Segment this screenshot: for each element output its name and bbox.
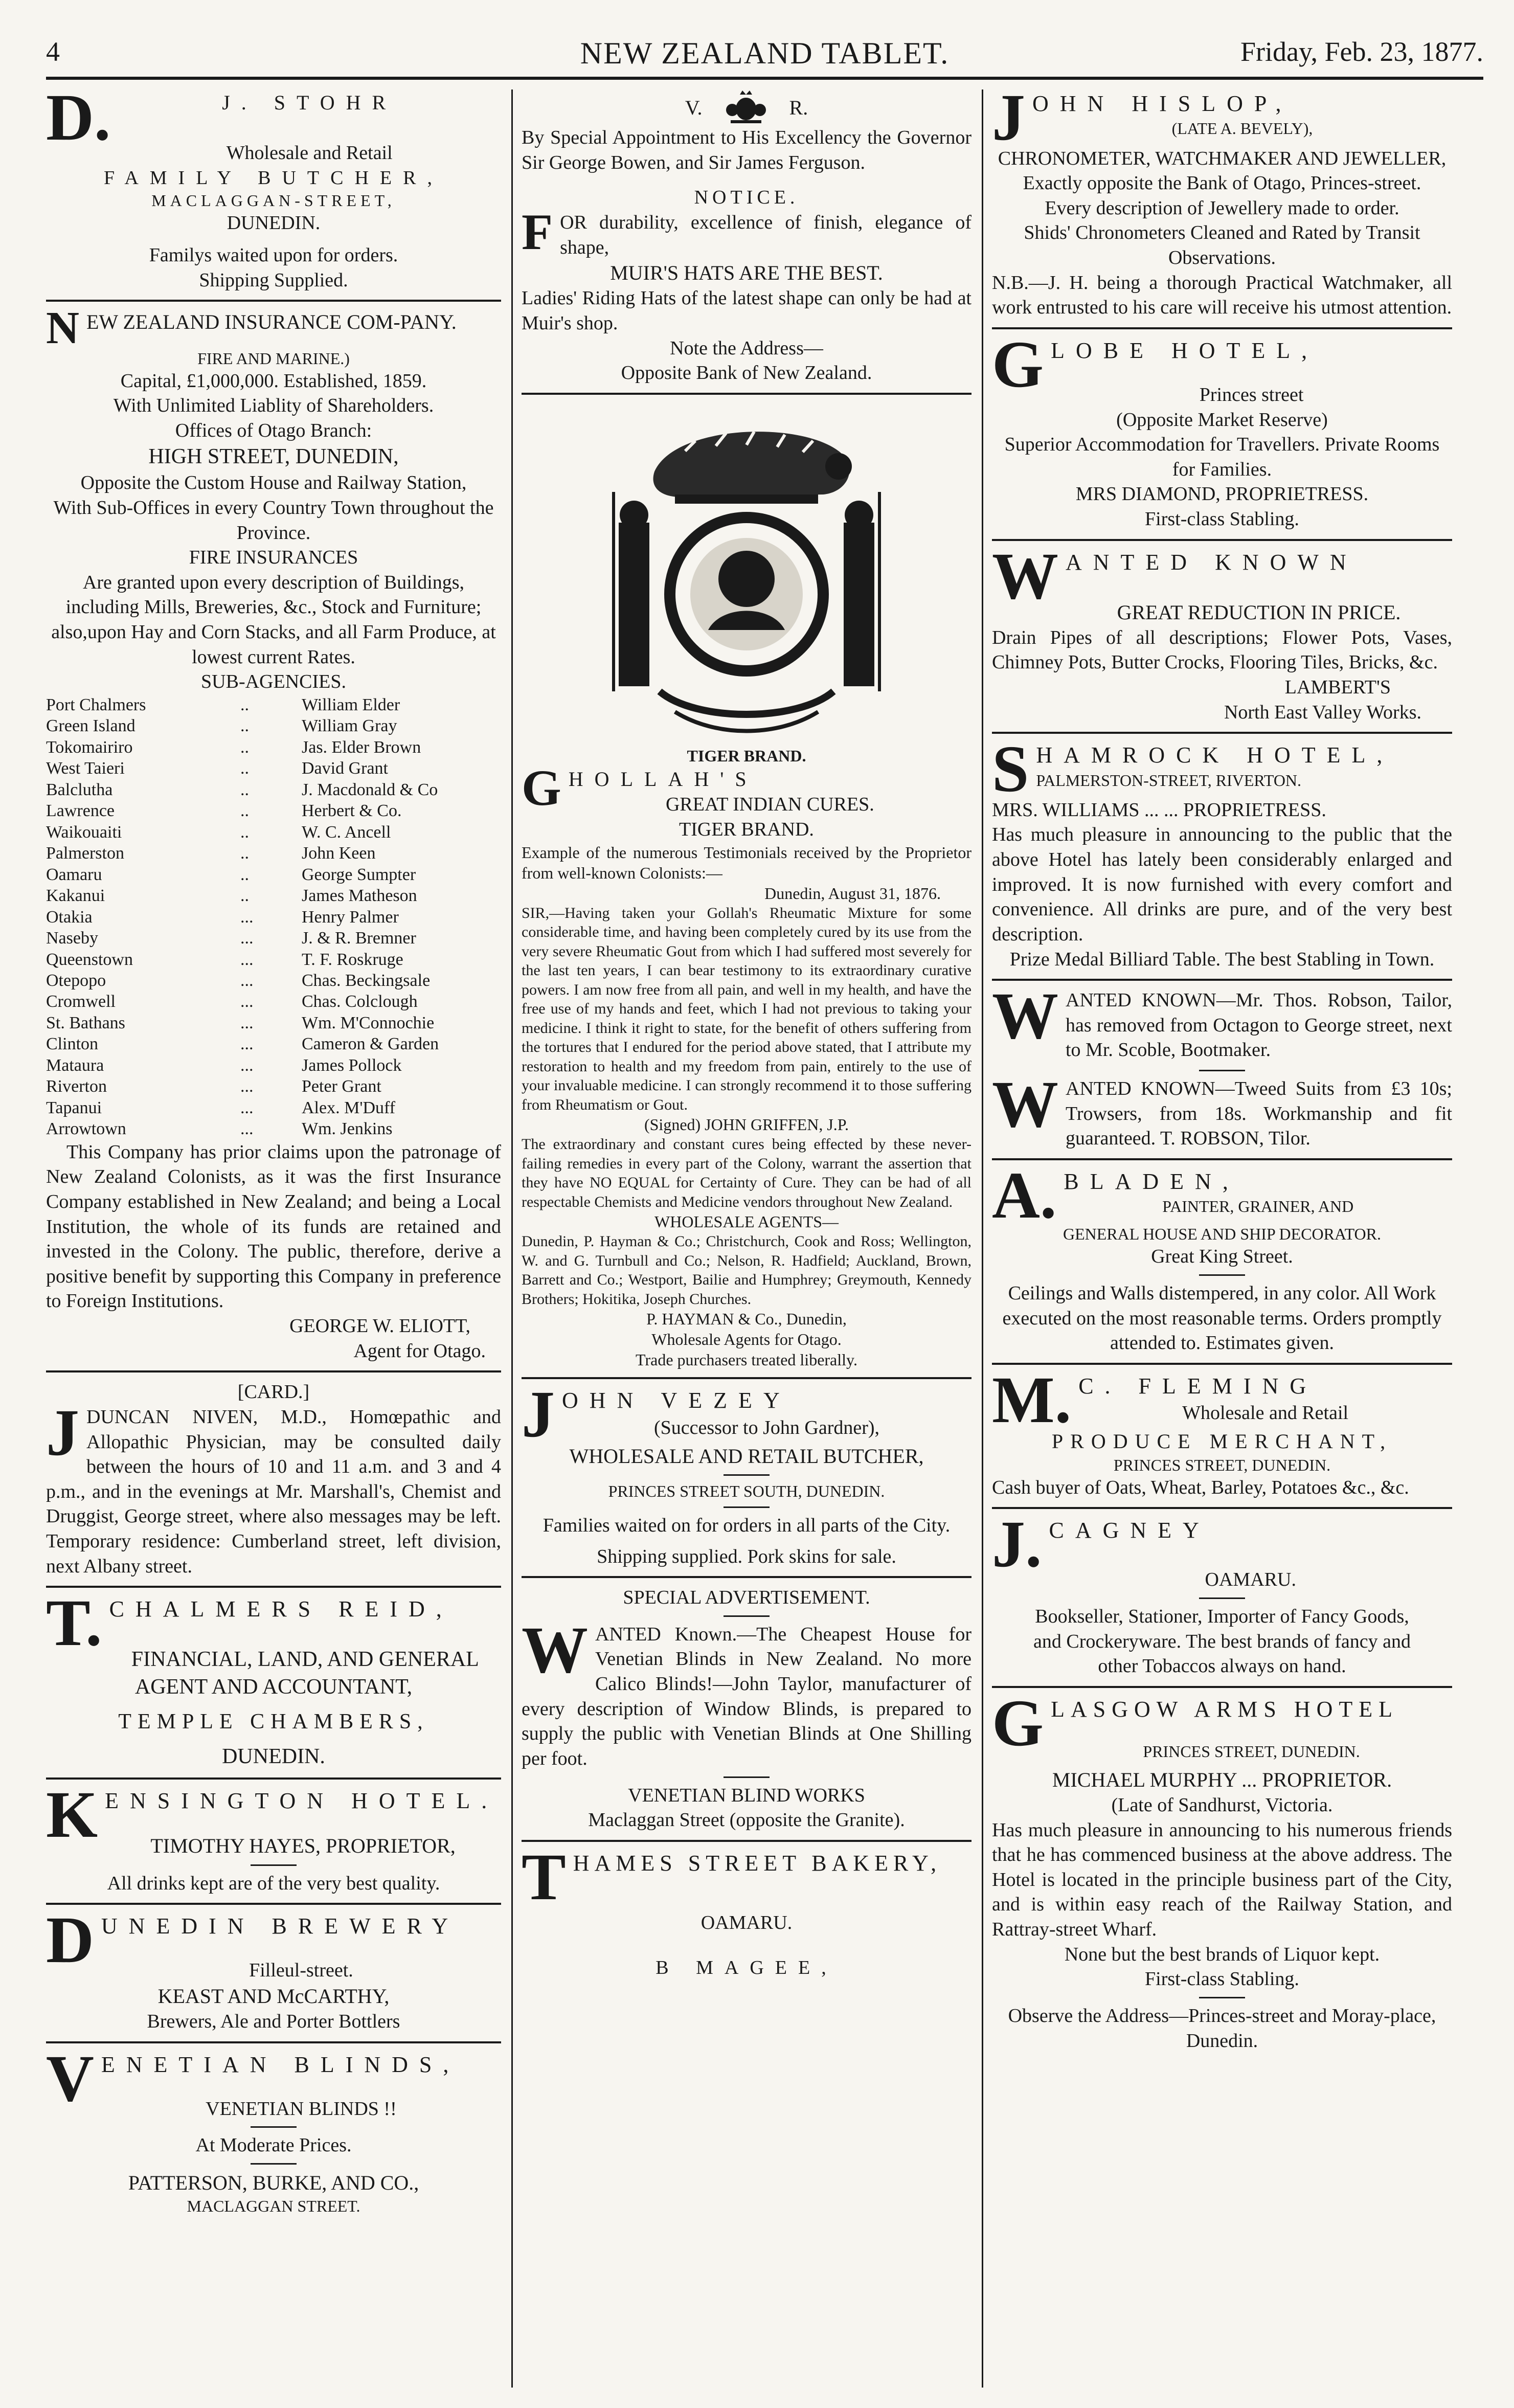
- ad-line: PRINCES STREET SOUTH, DUNEDIN.: [608, 1481, 885, 1500]
- ad-line: LAMBERT'S: [1284, 677, 1391, 699]
- ad-nz-insurance: [46, 303, 501, 1363]
- ad-text: ANTED KNOWN—Mr. Thos. Robson, Tailor, has removed from Octagon to George street, next to Mr. Scoble, Bootmaker.: [1066, 989, 1452, 1061]
- agency-dots: ..: [240, 716, 249, 736]
- ad-line: TEMPLE CHAMBERS,: [118, 1709, 429, 1734]
- agency-agent: George Sumpter: [302, 865, 416, 884]
- agency-dots: ...: [240, 971, 254, 990]
- divider: [46, 2041, 501, 2043]
- royal-crest-icon: [723, 89, 769, 125]
- ad-line: (Successor to John Gardner),: [653, 1416, 880, 1438]
- agency-agent: David Grant: [302, 759, 389, 778]
- ad-line: PRODUCE MERCHANT,: [1051, 1430, 1393, 1453]
- ad-muir-hats: [522, 89, 971, 386]
- ad-line: SUB-AGENCIES.: [201, 671, 346, 693]
- ad-line: PATTERSON, BURKE, AND CO.,: [128, 2171, 419, 2194]
- ad-line: NOTICE.: [694, 187, 799, 209]
- divider: [724, 1776, 770, 1778]
- ad-line: FIRE INSURANCES: [189, 547, 358, 569]
- agency-agent: James Matheson: [302, 886, 417, 906]
- ad-name: HAMES STREET BAKERY,: [573, 1850, 942, 1876]
- tiger-brand-illustration: [583, 405, 910, 742]
- ad-venetian-blinds: [46, 2041, 501, 2216]
- ad-shamrock-hotel: [992, 732, 1452, 972]
- drop-cap: K: [46, 1778, 98, 1852]
- agency-row: [46, 1118, 501, 1139]
- agency-place: Otakia: [46, 907, 93, 927]
- ad-line: GREAT REDUCTION IN PRICE.: [1117, 600, 1401, 624]
- agency-row: [46, 715, 501, 736]
- ad-text: The extraordinary and constant cures being effected by these never-failing remedies in every part of the Colony, warrant the assertion that they have NO EQUAL for Certainty of Cure. They can be had of all respectable Chemists and Medicine vendors throughout New Zealand.: [522, 1136, 971, 1210]
- divider: [522, 1377, 971, 1379]
- ad-text: ANTED Known.—The Cheapest House for Venetian Blinds in New Zealand. No more Calico Blinds!—John Taylor, manufacturer of every description of Window Blinds, is prepared to supply the public with Venetian Blinds at One Shilling per foot.: [522, 1623, 971, 1769]
- ad-line: Trade purchasers treated liberally.: [636, 1351, 857, 1369]
- agency-dots: ..: [240, 865, 249, 884]
- agency-row: [46, 1012, 501, 1033]
- divider: [1199, 1597, 1245, 1599]
- divider: [522, 1576, 971, 1578]
- ad-line: Shipping supplied. Pork skins for sale.: [597, 1545, 896, 1567]
- ad-line: GENERAL HOUSE AND SHIP DECORATOR.: [1063, 1225, 1381, 1244]
- divider: [992, 732, 1452, 734]
- ad-lambert: [992, 539, 1452, 725]
- agency-dots: ...: [240, 907, 254, 927]
- drop-cap: G: [992, 327, 1044, 401]
- divider: [992, 1686, 1452, 1688]
- agency-agent: Chas. Colclough: [302, 992, 418, 1011]
- ad-name: C. FLEMING: [1078, 1373, 1318, 1399]
- ad-line: By Special Appointment to His Excellency the Governor Sir George Bowen, and Sir James Ferguson.: [522, 127, 971, 173]
- drop-cap: G: [992, 1686, 1044, 1760]
- ad-text: SIR,—Having taken your Gollah's Rheumatic Mixture for some considerable time, and having been completely cured by its use from the very severe Rheumatic Gout from which I had suffered most severely for the last ten years, I can bear testimony to its extraordinary curative powers. I am now free from all pain, and well in my health, and have the free use of my hands and feet, which I had not previous to taking your medicine. I think it right to state, for the benefit of others suffering from the tortures that I endured for the period above stated, that I attribute my restoration to health and my freedom from pain, entirely to the use of your invaluable medicine. I can strongly recommend it to those suffering from Rheumatism or Gout.: [522, 904, 971, 1113]
- ad-robson-removal: [992, 979, 1452, 1063]
- ad-line: Great King Street.: [1151, 1246, 1293, 1268]
- ad-line: MACLAGGAN-STREET,: [151, 191, 396, 210]
- divider: [992, 1507, 1452, 1509]
- sub-agencies-list: [46, 694, 501, 1140]
- ad-line: MACLAGGAN STREET.: [187, 2197, 360, 2216]
- drop-cap: W: [522, 1613, 588, 1687]
- column-3: [992, 89, 1452, 2388]
- ad-line: FINANCIAL, LAND, AND GENERAL: [131, 1648, 479, 1672]
- ad-niven: [46, 1380, 501, 1579]
- ad-line: All drinks kept are of the very best quality.: [107, 1872, 440, 1894]
- agency-agent: Herbert & Co.: [302, 801, 402, 821]
- ad-line: Familys waited upon for orders.: [149, 244, 398, 266]
- ad-line: Example of the numerous Testimonials received by the Proprietor from well-known Colonists:—: [522, 843, 971, 882]
- ad-name: UNEDIN BREWERY: [101, 1914, 460, 1939]
- ad-name: J. STOHR: [222, 91, 397, 114]
- ad-line: First-class Stabling.: [1145, 1968, 1299, 1990]
- ad-line: GREAT INDIAN CURES.: [665, 794, 874, 816]
- agency-agent: John Keen: [302, 844, 376, 863]
- ad-text: DUNCAN NIVEN, M.D., Homœpathic and Allopathic Physician, may be consulted daily between the hours of 10 and 11 a.m. and 3 and 4 p.m., and in the evenings at Mr. Marshall's, Chemist and Druggist, George street, where also messages may be left. Temporary residence: Cumberland street, left division, next Albany street.: [46, 1406, 501, 1577]
- ad-line: Observe the Address—Princes-street and Moray-place, Dunedin.: [1008, 2005, 1436, 2052]
- ad-bladen: [992, 1158, 1452, 1356]
- ad-line: None but the best brands of Liquor kept.: [1064, 1943, 1380, 1965]
- agency-agent: J. Macdonald & Co: [302, 780, 438, 799]
- ad-line: Maclaggan Street (opposite the Granite).: [588, 1809, 905, 1831]
- ad-globe-hotel: [992, 327, 1452, 532]
- drop-cap: V: [46, 2041, 94, 2116]
- agency-place: Naseby: [46, 929, 98, 948]
- divider: [522, 1840, 971, 1842]
- ad-line: TIGER BRAND.: [687, 746, 806, 765]
- ad-line: DUNEDIN.: [222, 1744, 325, 1768]
- divider: [724, 1615, 770, 1617]
- ad-line: First-class Stabling.: [1145, 508, 1299, 530]
- ad-line: CHRONOMETER, WATCHMAKER AND JEWELLER,: [998, 147, 1447, 169]
- divider: [251, 2163, 297, 2165]
- agency-agent: Jas. Elder Brown: [302, 737, 421, 757]
- ad-line: GEORGE W. ELIOTT,: [289, 1315, 470, 1337]
- divider: [724, 1474, 770, 1476]
- agency-agent: William Gray: [302, 716, 397, 736]
- ad-line: P. HAYMAN & Co., Dunedin,: [646, 1310, 847, 1329]
- agency-place: Queenstown: [46, 950, 133, 969]
- agency-row: [46, 1055, 501, 1076]
- ad-line: Wholesale and Retail: [226, 142, 393, 164]
- divider: [46, 1777, 501, 1780]
- column-divider: [511, 89, 513, 2388]
- crest-v: V.: [685, 96, 703, 119]
- drop-cap: M.: [992, 1363, 1072, 1437]
- page-number: 4: [46, 36, 60, 67]
- ad-line: SPECIAL ADVERTISEMENT.: [623, 1587, 870, 1609]
- crest-r: R.: [789, 96, 808, 119]
- agency-row: [46, 970, 501, 991]
- ad-line: This Company has prior claims upon the patronage of New Zealand Colonists, as it was the first Insurance Company established in New Zealand; and being a Local Institution, the whole of its funds are retained and invested in the Colony. The public, therefore, derive a positive benefit by supporting this Company in preference to Foreign Institutions.: [46, 1141, 501, 1312]
- agency-place: Palmerston: [46, 844, 124, 863]
- drop-cap: W: [992, 1068, 1058, 1142]
- agency-place: Balclutha: [46, 780, 113, 799]
- agency-dots: ..: [240, 844, 249, 863]
- drop-cap: D: [46, 1903, 94, 1977]
- drop-cap: A.: [992, 1158, 1057, 1232]
- ad-kensington: [46, 1778, 501, 1896]
- divider: [522, 393, 971, 395]
- ad-line: MUIR'S HATS ARE THE BEST.: [610, 261, 883, 285]
- agency-place: St. Bathans: [46, 1013, 125, 1032]
- agency-row: [46, 1097, 501, 1118]
- divider: [1199, 1070, 1245, 1071]
- agency-dots: ...: [240, 992, 254, 1011]
- agency-row: [46, 694, 501, 715]
- ad-text: OR durability, excellence of finish, elegance of shape,: [560, 211, 971, 258]
- ad-special: [522, 1585, 971, 1833]
- agency-dots: ...: [240, 1098, 254, 1117]
- agency-row: [46, 800, 501, 821]
- ad-line: Capital, £1,000,000. Established, 1859.: [120, 370, 427, 392]
- agency-row: [46, 928, 501, 949]
- agency-dots: ...: [240, 1055, 254, 1075]
- agency-place: Otepopo: [46, 971, 106, 990]
- ad-line: (Signed) JOHN GRIFFEN, J.P.: [644, 1115, 849, 1134]
- ad-text: Dunedin, P. Hayman & Co.; Christchurch, Cook and Ross; Wellington, W. and G. Turnbull and Co.; Nelson, R. Hadfield; Auckland, Brown, Barrett and Co.; Westport, Bailie and Humphrey; Greymouth, Kennedy Brothers; Hokitika, Joseph Churches.: [522, 1233, 971, 1308]
- agency-dots: ..: [240, 801, 249, 821]
- ad-line: Note the Address—: [670, 337, 823, 359]
- agency-agent: Wm. M'Connochie: [302, 1013, 435, 1032]
- agency-place: Waikouaiti: [46, 822, 122, 842]
- drop-cap: T: [522, 1840, 566, 1914]
- ad-line: Drain Pipes of all descriptions; Flower Pots, Vases, Chimney Pots, Butter Crocks, Flooring Tiles, Bricks, &c.: [992, 626, 1452, 673]
- ad-line: VENETIAN BLIND WORKS: [628, 1784, 865, 1806]
- divider: [992, 327, 1452, 329]
- drop-cap: G: [522, 759, 561, 816]
- divider: [992, 979, 1452, 981]
- ad-line: (Late of Sandhurst, Victoria.: [1111, 1794, 1333, 1816]
- ad-line: DUNEDIN.: [227, 212, 321, 234]
- agency-row: [46, 822, 501, 843]
- ad-line: B MAGEE,: [656, 1957, 838, 1979]
- drop-cap: T.: [46, 1586, 102, 1660]
- agency-row: [46, 779, 501, 800]
- agency-row: [46, 949, 501, 970]
- agency-place: Port Chalmers: [46, 695, 146, 714]
- agency-dots: ..: [240, 759, 249, 778]
- ad-fleming: [992, 1363, 1452, 1500]
- agency-row: [46, 885, 501, 906]
- agency-place: West Taieri: [46, 759, 125, 778]
- ad-name: OHN VEZEY: [562, 1388, 791, 1413]
- column-1: [46, 89, 501, 2388]
- agency-place: Arrowtown: [46, 1119, 126, 1139]
- ad-vezey: [522, 1378, 971, 1569]
- ad-line: OAMARU.: [700, 1911, 793, 1933]
- masthead: [46, 20, 1483, 80]
- ad-line: Opposite the Custom House and Railway Station,: [80, 472, 467, 494]
- agency-place: Kakanui: [46, 886, 105, 906]
- ad-line: MRS. WILLIAMS ... ... PROPRIETRESS.: [992, 799, 1326, 821]
- agency-row: [46, 864, 501, 885]
- agency-place: Riverton: [46, 1077, 107, 1096]
- ad-line: KEAST AND McCARTHY,: [157, 1984, 390, 2008]
- ad-line: Dunedin, August 31, 1876.: [764, 884, 941, 903]
- divider: [992, 539, 1452, 541]
- ad-name: LASGOW ARMS HOTEL: [1051, 1696, 1399, 1722]
- ad-name: CHALMERS REID,: [109, 1596, 453, 1622]
- ad-line: VENETIAN BLINDS !!: [206, 2098, 397, 2120]
- ad-line: WHOLESALE AGENTS—: [654, 1212, 839, 1231]
- drop-cap: N: [46, 303, 79, 354]
- ad-line: PAINTER, GRAINER, AND: [1162, 1197, 1354, 1216]
- ad-line: Are granted upon every description of Buildings, including Mills, Breweries, &c., Stock and Furniture; also,upon Hay and Corn Stacks, and all Farm Produce, at lowest current Rates.: [51, 571, 496, 668]
- agency-place: Tapanui: [46, 1098, 102, 1117]
- ad-hislop: [992, 89, 1452, 320]
- drop-cap: S: [992, 732, 1029, 806]
- ad-line: Wholesale and Retail: [1182, 1402, 1349, 1424]
- agency-dots: ..: [240, 737, 249, 757]
- drop-cap: J: [46, 1396, 79, 1470]
- agency-dots: ...: [240, 950, 254, 969]
- agency-agent: W. C. Ancell: [302, 822, 391, 842]
- ad-line: Filleul-street.: [249, 1960, 353, 1982]
- ad-line: OAMARU.: [1205, 1569, 1296, 1591]
- ad-line: FAMILY BUTCHER,: [104, 167, 443, 189]
- ad-line: Brewers, Ale and Porter Bottlers: [147, 2010, 400, 2032]
- agency-dots: ...: [240, 1119, 254, 1139]
- ad-line: Cash buyer of Oats, Wheat, Barley, Potatoes &c., &c.: [992, 1476, 1409, 1498]
- ad-reid: [46, 1586, 501, 1770]
- drop-cap: J: [522, 1378, 555, 1452]
- divider: [251, 2126, 297, 2128]
- ad-line: Wholesale Agents for Otago.: [651, 1330, 842, 1349]
- divider: [724, 1506, 770, 1508]
- drop-cap: W: [992, 979, 1058, 1053]
- agency-agent: T. F. Roskruge: [302, 950, 403, 969]
- agency-place: Lawrence: [46, 801, 115, 821]
- ad-name: ENETIAN BLINDS,: [101, 2052, 460, 2077]
- ad-line: AGENT AND ACCOUNTANT,: [134, 1675, 413, 1699]
- ad-line: Families waited on for orders in all parts of the City.: [543, 1514, 951, 1536]
- ad-line: Exactly opposite the Bank of Otago, Princes-street.: [1023, 172, 1421, 194]
- ad-line: PALMERSTON-STREET, RIVERTON.: [1036, 771, 1302, 790]
- ad-line: Shipping Supplied.: [199, 269, 348, 291]
- ad-line: Offices of Otago Branch:: [175, 419, 372, 441]
- drop-cap: F: [522, 203, 553, 260]
- ad-line: Bookseller, Stationer, Importer of Fancy Goods, and Crockeryware. The best brands of fancy and other Tobaccos always on hand.: [1033, 1605, 1411, 1677]
- divider: [46, 1586, 501, 1588]
- ad-line: Superior Accommodation for Travellers. Private Rooms for Families.: [1004, 434, 1440, 480]
- ad-line: Princes street: [1199, 384, 1304, 406]
- agency-dots: ...: [240, 1034, 254, 1054]
- ad-line: With Unlimited Liablity of Shareholders.: [113, 395, 434, 417]
- agency-agent: Peter Grant: [302, 1077, 381, 1096]
- agency-agent: William Elder: [302, 695, 400, 714]
- ad-line: (Opposite Market Reserve): [1116, 409, 1328, 431]
- ad-line: MICHAEL MURPHY ... PROPRIETOR.: [1052, 1768, 1392, 1791]
- agency-place: Green Island: [46, 716, 135, 736]
- agency-place: Tokomairiro: [46, 737, 133, 757]
- ad-line: Ceilings and Walls distempered, in any color. All Work executed on the most reasonable terms. Orders promptly attended to. Estimates given.: [1002, 1282, 1442, 1354]
- ad-line: FIRE AND MARINE.): [197, 349, 350, 368]
- issue-date: Friday, Feb. 23, 1877.: [1240, 36, 1483, 67]
- agency-dots: ..: [240, 695, 249, 714]
- agency-dots: ..: [240, 886, 249, 906]
- divider: [46, 300, 501, 302]
- agency-row: [46, 907, 501, 928]
- agency-agent: Cameron & Garden: [302, 1034, 439, 1054]
- ad-line: Has much pleasure in announcing to the public that the above Hotel has lately been considerably enlarged and improved. It is now furnished with every comfort and convenience. All drinks are pure, and of the very best description.: [992, 824, 1452, 945]
- ad-line: (LATE A. BEVELY),: [1171, 119, 1313, 138]
- ad-name: ANTED KNOWN: [1066, 549, 1358, 575]
- ad-line: Ladies' Riding Hats of the latest shape can only be had at Muir's shop.: [522, 287, 971, 334]
- ad-stohr: [46, 89, 501, 292]
- ad-line: North East Valley Works.: [1224, 701, 1421, 723]
- ad-thames-bakery: [522, 1840, 971, 1981]
- agency-row: [46, 737, 501, 758]
- divider: [46, 1903, 501, 1905]
- ad-name: LOBE HOTEL,: [1051, 337, 1319, 363]
- ad-line: At Moderate Prices.: [195, 2134, 352, 2156]
- ad-brewery: [46, 1903, 501, 2034]
- column-2: [522, 89, 971, 2388]
- ad-name: CAGNEY: [1049, 1518, 1210, 1543]
- agency-agent: Alex. M'Duff: [302, 1098, 396, 1117]
- drop-cap: D.: [46, 89, 111, 154]
- ad-line: PRINCES STREET, DUNEDIN.: [1113, 1455, 1331, 1474]
- ad-glasgow-arms: [992, 1686, 1452, 2053]
- agency-agent: Chas. Beckingsale: [302, 971, 431, 990]
- drop-cap: W: [992, 539, 1058, 613]
- ad-name: ENSINGTON HOTEL.: [105, 1788, 499, 1814]
- ad-line: Agent for Otago.: [353, 1340, 486, 1362]
- ad-name: BLADEN,: [1064, 1168, 1239, 1194]
- agency-place: Clinton: [46, 1034, 99, 1054]
- ad-name: OHN HISLOP,: [1032, 91, 1293, 116]
- divider: [1199, 1274, 1245, 1276]
- ad-name: HAMROCK HOTEL,: [1036, 742, 1394, 768]
- ad-line: MRS DIAMOND, PROPRIETRESS.: [1075, 483, 1369, 505]
- divider: [46, 1370, 501, 1372]
- ad-line: PRINCES STREET, DUNEDIN.: [1143, 1742, 1360, 1761]
- ad-cagney: [992, 1507, 1452, 1679]
- agency-place: Mataura: [46, 1055, 104, 1075]
- ad-name: HOLLAH'S: [568, 767, 758, 791]
- agency-row: [46, 1076, 501, 1097]
- agency-agent: Wm. Jenkins: [302, 1119, 393, 1139]
- agency-dots: ..: [240, 780, 249, 799]
- agency-dots: ...: [240, 1077, 254, 1096]
- agency-row: [46, 1033, 501, 1054]
- agency-row: [46, 991, 501, 1012]
- newspaper-title: NEW ZEALAND TABLET.: [580, 36, 950, 70]
- agency-agent: James Pollock: [302, 1055, 402, 1075]
- ad-gollah: [522, 405, 971, 1370]
- column-divider: [982, 89, 983, 2388]
- ad-line: WHOLESALE AND RETAIL BUTCHER,: [569, 1444, 924, 1468]
- agency-place: Cromwell: [46, 992, 116, 1011]
- divider: [1199, 1997, 1245, 1998]
- drop-cap: J.: [992, 1507, 1042, 1582]
- drop-cap: J: [992, 89, 1025, 154]
- divider: [992, 1158, 1452, 1160]
- agency-agent: Henry Palmer: [302, 907, 399, 927]
- ad-text: ANTED KNOWN—Tweed Suits from £3 10s; Trowsers, from 18s. Workmanship and fit guaranteed. T. ROBSON, Tilor.: [1066, 1078, 1452, 1150]
- agency-dots: ..: [240, 822, 249, 842]
- ad-line: HIGH STREET, DUNEDIN,: [148, 444, 399, 468]
- ad-line: TIGER BRAND.: [679, 819, 814, 841]
- agency-agent: J. & R. Bremner: [302, 929, 416, 948]
- ad-line: Opposite Bank of New Zealand.: [621, 362, 872, 384]
- ad-line: Shids' Chronometers Cleaned and Rated by Transit Observations.: [1024, 222, 1420, 268]
- ad-name: EW ZEALAND INSURANCE COM-PANY.: [86, 310, 457, 334]
- agency-row: [46, 758, 501, 779]
- ad-line: N.B.—J. H. being a thorough Practical Watchmaker, all work entrusted to his care will receive his utmost attention.: [992, 272, 1452, 319]
- agency-place: Oamaru: [46, 865, 102, 884]
- ad-line: Has much pleasure in announcing to his numerous friends that he has commenced business at the above address. The Hotel is located in the principle business part of the City, and is within easy reach of the Railway Station, and Rattray-street Wharf.: [992, 1819, 1452, 1941]
- ad-line: With Sub-Offices in every Country Town throughout the Province.: [53, 497, 494, 544]
- ad-line: [CARD.]: [237, 1381, 310, 1403]
- ad-line: Prize Medal Billiard Table. The best Stabling in Town.: [1009, 948, 1435, 970]
- divider: [251, 1864, 297, 1866]
- ad-line: TIMOTHY HAYES, PROPRIETOR,: [150, 1834, 456, 1858]
- ad-robson-suits: [992, 1068, 1452, 1151]
- ad-line: Every description of Jewellery made to order.: [1045, 197, 1399, 219]
- agency-dots: ...: [240, 1013, 254, 1032]
- agency-row: [46, 843, 501, 864]
- agency-dots: ...: [240, 929, 254, 948]
